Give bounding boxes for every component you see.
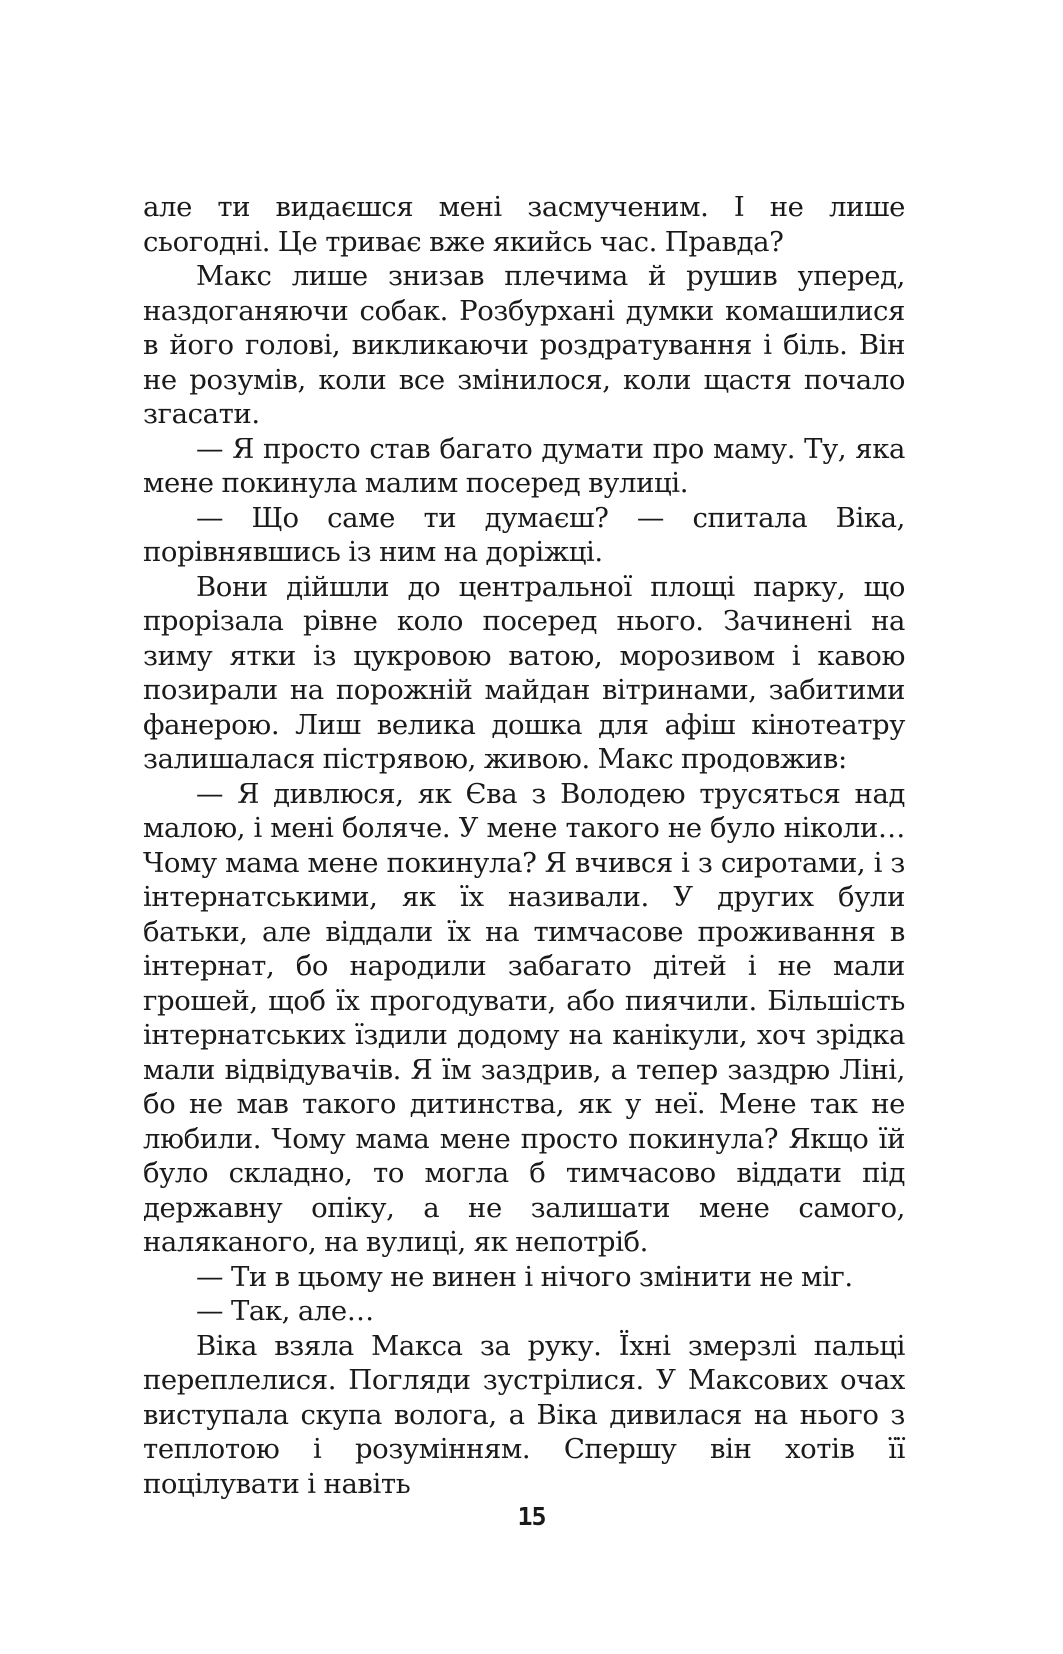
dialogue-line: — Що саме ти думаєш? — спитала Віка, порівнявшись із ним на доріжці. <box>143 501 905 568</box>
paragraph: але ти видаєшся мені засмученим. І не лише сьогодні. Це триває вже якийсь час. Правда? <box>143 191 905 258</box>
body-text <box>143 190 905 1501</box>
paragraph: Макс лише знизав плечима й рушив уперед, наздоганяючи собак. Розбурхані думки комашилися в його голові, викликаючи роздратування і біль. Він не розумів, коли все змінилося, коли щастя почало згасати. <box>143 260 905 430</box>
paragraph: Вони дійшли до центральної площі парку, що прорізала рівне коло посеред нього. Зачинені на зиму ятки із цукровою ватою, морозивом і кавою позирали на порожній майдан вітринами, забитими фанерою. Лиш велика дошка для афіш кінотеатру залишалася пістрявою, живою. Макс продовжив: <box>143 570 905 775</box>
dialogue-line: — Так, але… <box>196 1295 374 1327</box>
dialogue-line: — Я дивлюся, як Єва з Володею трусяться над малою, і мені боляче. У мене такого не було ніколи… Чому мама мене покинула? Я вчився і з сиротами, і з інтернатськими, як їх називали. У других були батьки, але віддали їх на тимчасове проживання в інтернат, бо народили забагато дітей і не мали грошей, щоб їх прогодувати, або пиячили. Більшість інтернатських їздили додому на канікули, хоч зрідка мали відвідувачів. Я їм заздрив, а тепер заздрю Ліні, бо не мав такого дитинства, як у неї. Мене так не любили. Чому мама мене просто покинула? Якщо їй було складно, то могла б тимчасово віддати під державну опіку, а не залишати мене самого, наляканого, на вулиці, як непотріб. <box>143 777 905 1258</box>
dialogue-line: — Ти в цьому не винен і нічого змінити не міг. <box>196 1260 853 1293</box>
dialogue-line: — Я просто став багато думати про маму. Ту, яка мене покинула малим посеред вулиці. <box>143 432 905 499</box>
paragraph: Віка взяла Макса за руку. Їхні змерзлі пальці переплелися. Погляди зустрілися. У Максових очах виступала скупа волога, а Віка дивилася на нього з теплотою і розумінням. Спершу він хотів її поцілувати і навіть <box>143 1329 905 1500</box>
page-number: 15 <box>517 1502 546 1531</box>
